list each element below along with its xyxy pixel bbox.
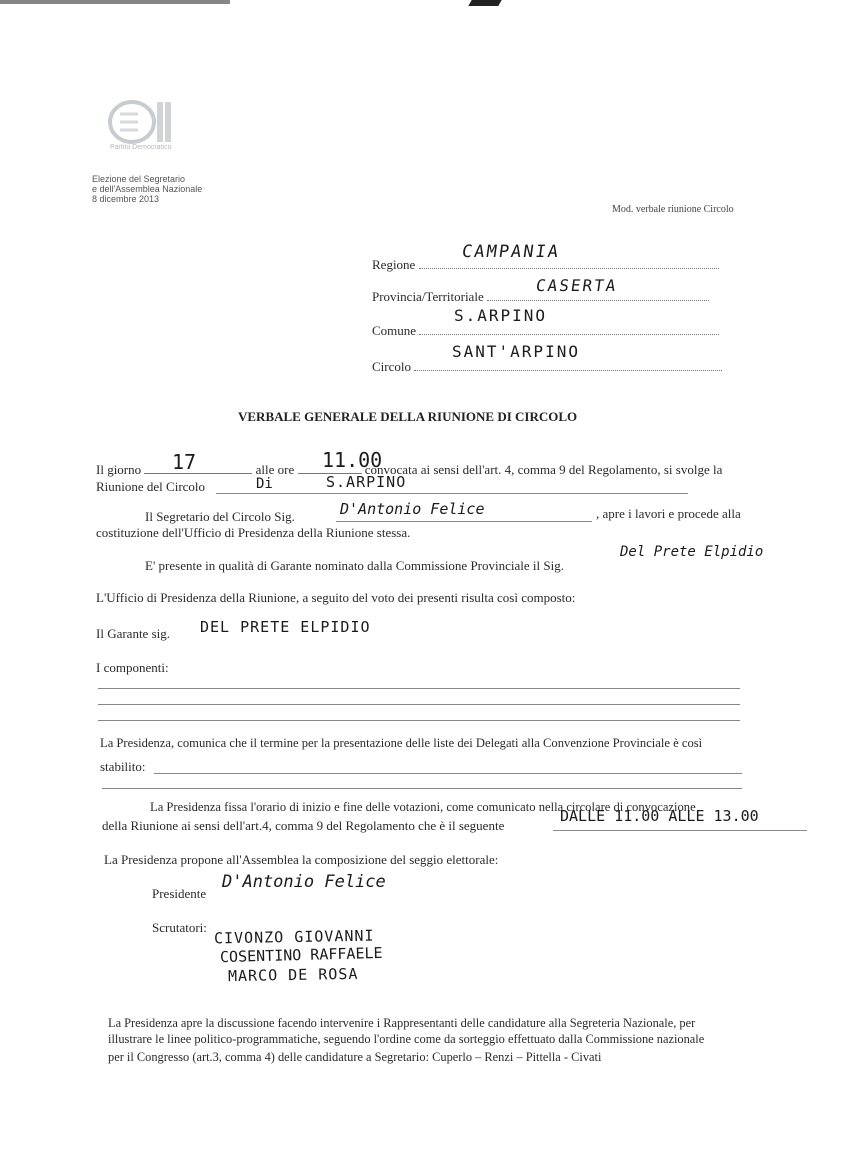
circolo-value: SANT'ARPINO [452,342,580,361]
scan-mark [0,0,230,4]
p12-line2: illustrare le linee politico-programmatiche, seguendo l'ordine come da sorteggio effettuato dalla Commissione nazionale [108,1032,705,1046]
p2-line2: costituzione dell'Ufficio di Presidenza della Riunione stessa. [96,525,411,540]
p1-circolo-di: Di [256,476,273,492]
election-date: 8 dicembre 2013 [92,194,160,204]
election-line-1: Elezione del Segretario [92,174,186,184]
p9-line: La Presidenza propone all'Assemblea la composizione del seggio elettorale: [104,852,499,867]
p1-text-b: alle ore [255,462,295,477]
scrutatore-1: CIVONZO GIOVANNI [213,926,375,948]
election-info [92,174,202,204]
p8-line1: La Presidenza fissa l'orario di inizio e fine delle votazioni, come comunicato nella circolare di convocazione [150,800,696,814]
componenti-line-1 [98,688,740,689]
componenti-line-2 [98,704,740,705]
scan-mark [468,0,501,6]
scrutatore-3: MARCO DE ROSA [227,964,359,986]
p12-line1: La Presidenza apre la discussione facendo intervenire i Rappresentanti delle candidature alla Segreteria Nazionale, per [108,1016,696,1030]
p12-line3: per il Congresso (art.3, comma 4) delle candidature a Segretario: Cuperlo – Renzi – Pittella - Civati [108,1050,602,1064]
p1-time: 11.00 [322,448,383,472]
p7-line1: La Presidenza, comunica che il termine per la presentazione delle liste dei Delegati alla Convenzione Provinciale è così [100,736,703,750]
p6-label: I componenti: [96,660,169,675]
comune-label: Comune [372,323,417,338]
election-line-2: e dell'Assemblea Nazionale [92,184,203,194]
p1-text-a: Il giorno [96,462,142,477]
document-title: VERBALE GENERALE DELLA RIUNIONE DI CIRCOLO [238,409,578,424]
p3-name: Del Prete Elpidio [620,544,764,560]
provincia-label: Provincia/Territoriale [372,289,484,304]
p1-text-c: convocata ai sensi dell'art. 4, comma 9 del Regolamento, si svolge la [364,462,723,477]
p11-label: Scrutatori: [152,920,207,935]
p5-label: Il Garante sig. [96,626,171,641]
p3-line: E' presente in qualità di Garante nominato dalla Commissione Provinciale il Sig. [145,558,564,573]
p1-circolo-line [216,493,688,494]
p1-text-d: Riunione del Circolo [96,479,206,494]
p4-line: L'Ufficio di Presidenza della Riunione, a seguito del voto dei presenti risulta così composto: [96,590,576,605]
p1-line2 [96,479,205,494]
logo-text: Partito Democratico [110,144,172,151]
p1-day: 17 [172,450,197,474]
party-logo [98,92,188,162]
regione-label: Regione [372,257,416,272]
p2-text-b: , apre i lavori e procede alla [596,506,741,521]
p5-name: DEL PRETE ELPIDIO [200,618,371,636]
model-label: Mod. verbale riunione Circolo [612,204,734,215]
p1-circolo-value: S.ARPINO [326,473,407,491]
p2-name: D'Antonio Felice [340,500,485,518]
p7-line-a [154,773,742,774]
comune-value: S.ARPINO [454,306,548,325]
p10-label: Presidente [152,886,207,901]
p8-value: DALLE 11.00 ALLE 13.00 [560,807,759,825]
p7-line2: stabilito: [100,759,146,774]
p2-name-line [336,521,592,522]
regione-value: CAMPANIA [460,242,562,262]
p8-value-line [553,830,807,831]
componenti-line-3 [98,720,740,721]
p2-line1 [145,509,295,524]
provincia-value: CASERTA [534,276,619,295]
p2-text-a: Il Segretario del Circolo Sig. [145,509,295,524]
comune-row [372,322,742,338]
p10-value: D'Antonio Felice [222,872,386,892]
p8-line2: della Riunione ai sensi dell'art.4, comma 9 del Regolamento che è il seguente [102,818,505,833]
circolo-label: Circolo [372,359,411,374]
p7-line-b [102,788,742,789]
scrutatore-2: COSENTINO RAFFAELE [219,943,383,967]
